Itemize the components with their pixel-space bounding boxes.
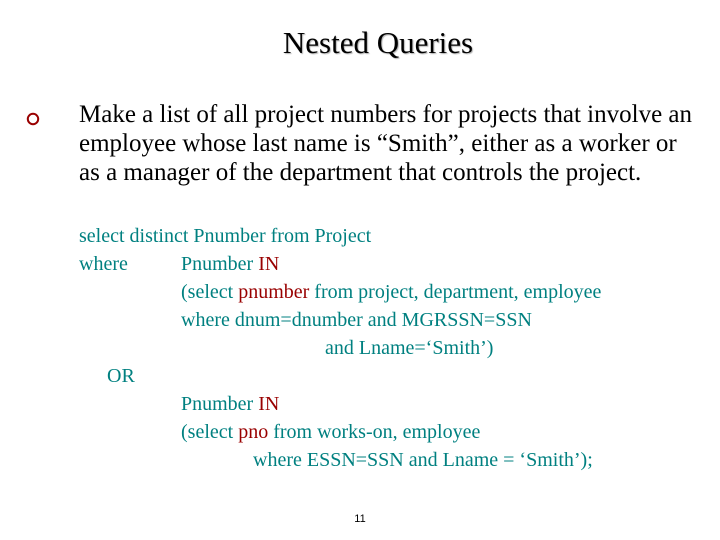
bullet-text: Make a list of all project numbers for projects that involve an employee whose last name is “Smith”, either as a worker or as a manager of the department that controls the project. (79, 101, 693, 186)
hollow-circle-bullet-icon (26, 112, 40, 126)
query-line-pnumber-in-1 (181, 250, 279, 278)
query-field-lower-pnumber: pnumber (238, 281, 310, 303)
query-line-where-dnum: where dnum=dnumber and MGRSSN=SSN (181, 309, 532, 331)
query-where-keyword: where (79, 253, 128, 275)
query-in-keyword-2: IN (258, 393, 280, 415)
query-in-keyword: IN (258, 253, 280, 275)
query-subselect-2 (181, 418, 480, 446)
slide-title: Nested Queries (282, 25, 474, 60)
query-or-keyword: OR (107, 365, 135, 387)
query-field-pno: pno (238, 421, 269, 443)
query-subselect-tables-2: from works-on, employee (268, 421, 481, 443)
page-number: 11 (354, 513, 366, 525)
query-line-and-lname: and Lname=‘Smith’) (325, 337, 494, 359)
query-subselect-open-2: (select (181, 421, 239, 443)
query-field-pnumber-2: Pnumber (181, 393, 259, 415)
query-field-pnumber: Pnumber (181, 253, 259, 275)
query-line-pnumber-in-2 (181, 390, 279, 418)
query-subselect-1 (181, 278, 601, 306)
query-subselect-tables: from project, department, employee (309, 281, 602, 303)
query-line-select-distinct: select distinct Pnumber from Project (79, 225, 372, 247)
query-line-where-essn: where ESSN=SSN and Lname = ‘Smith’); (253, 449, 593, 471)
query-subselect-open: (select (181, 281, 239, 303)
